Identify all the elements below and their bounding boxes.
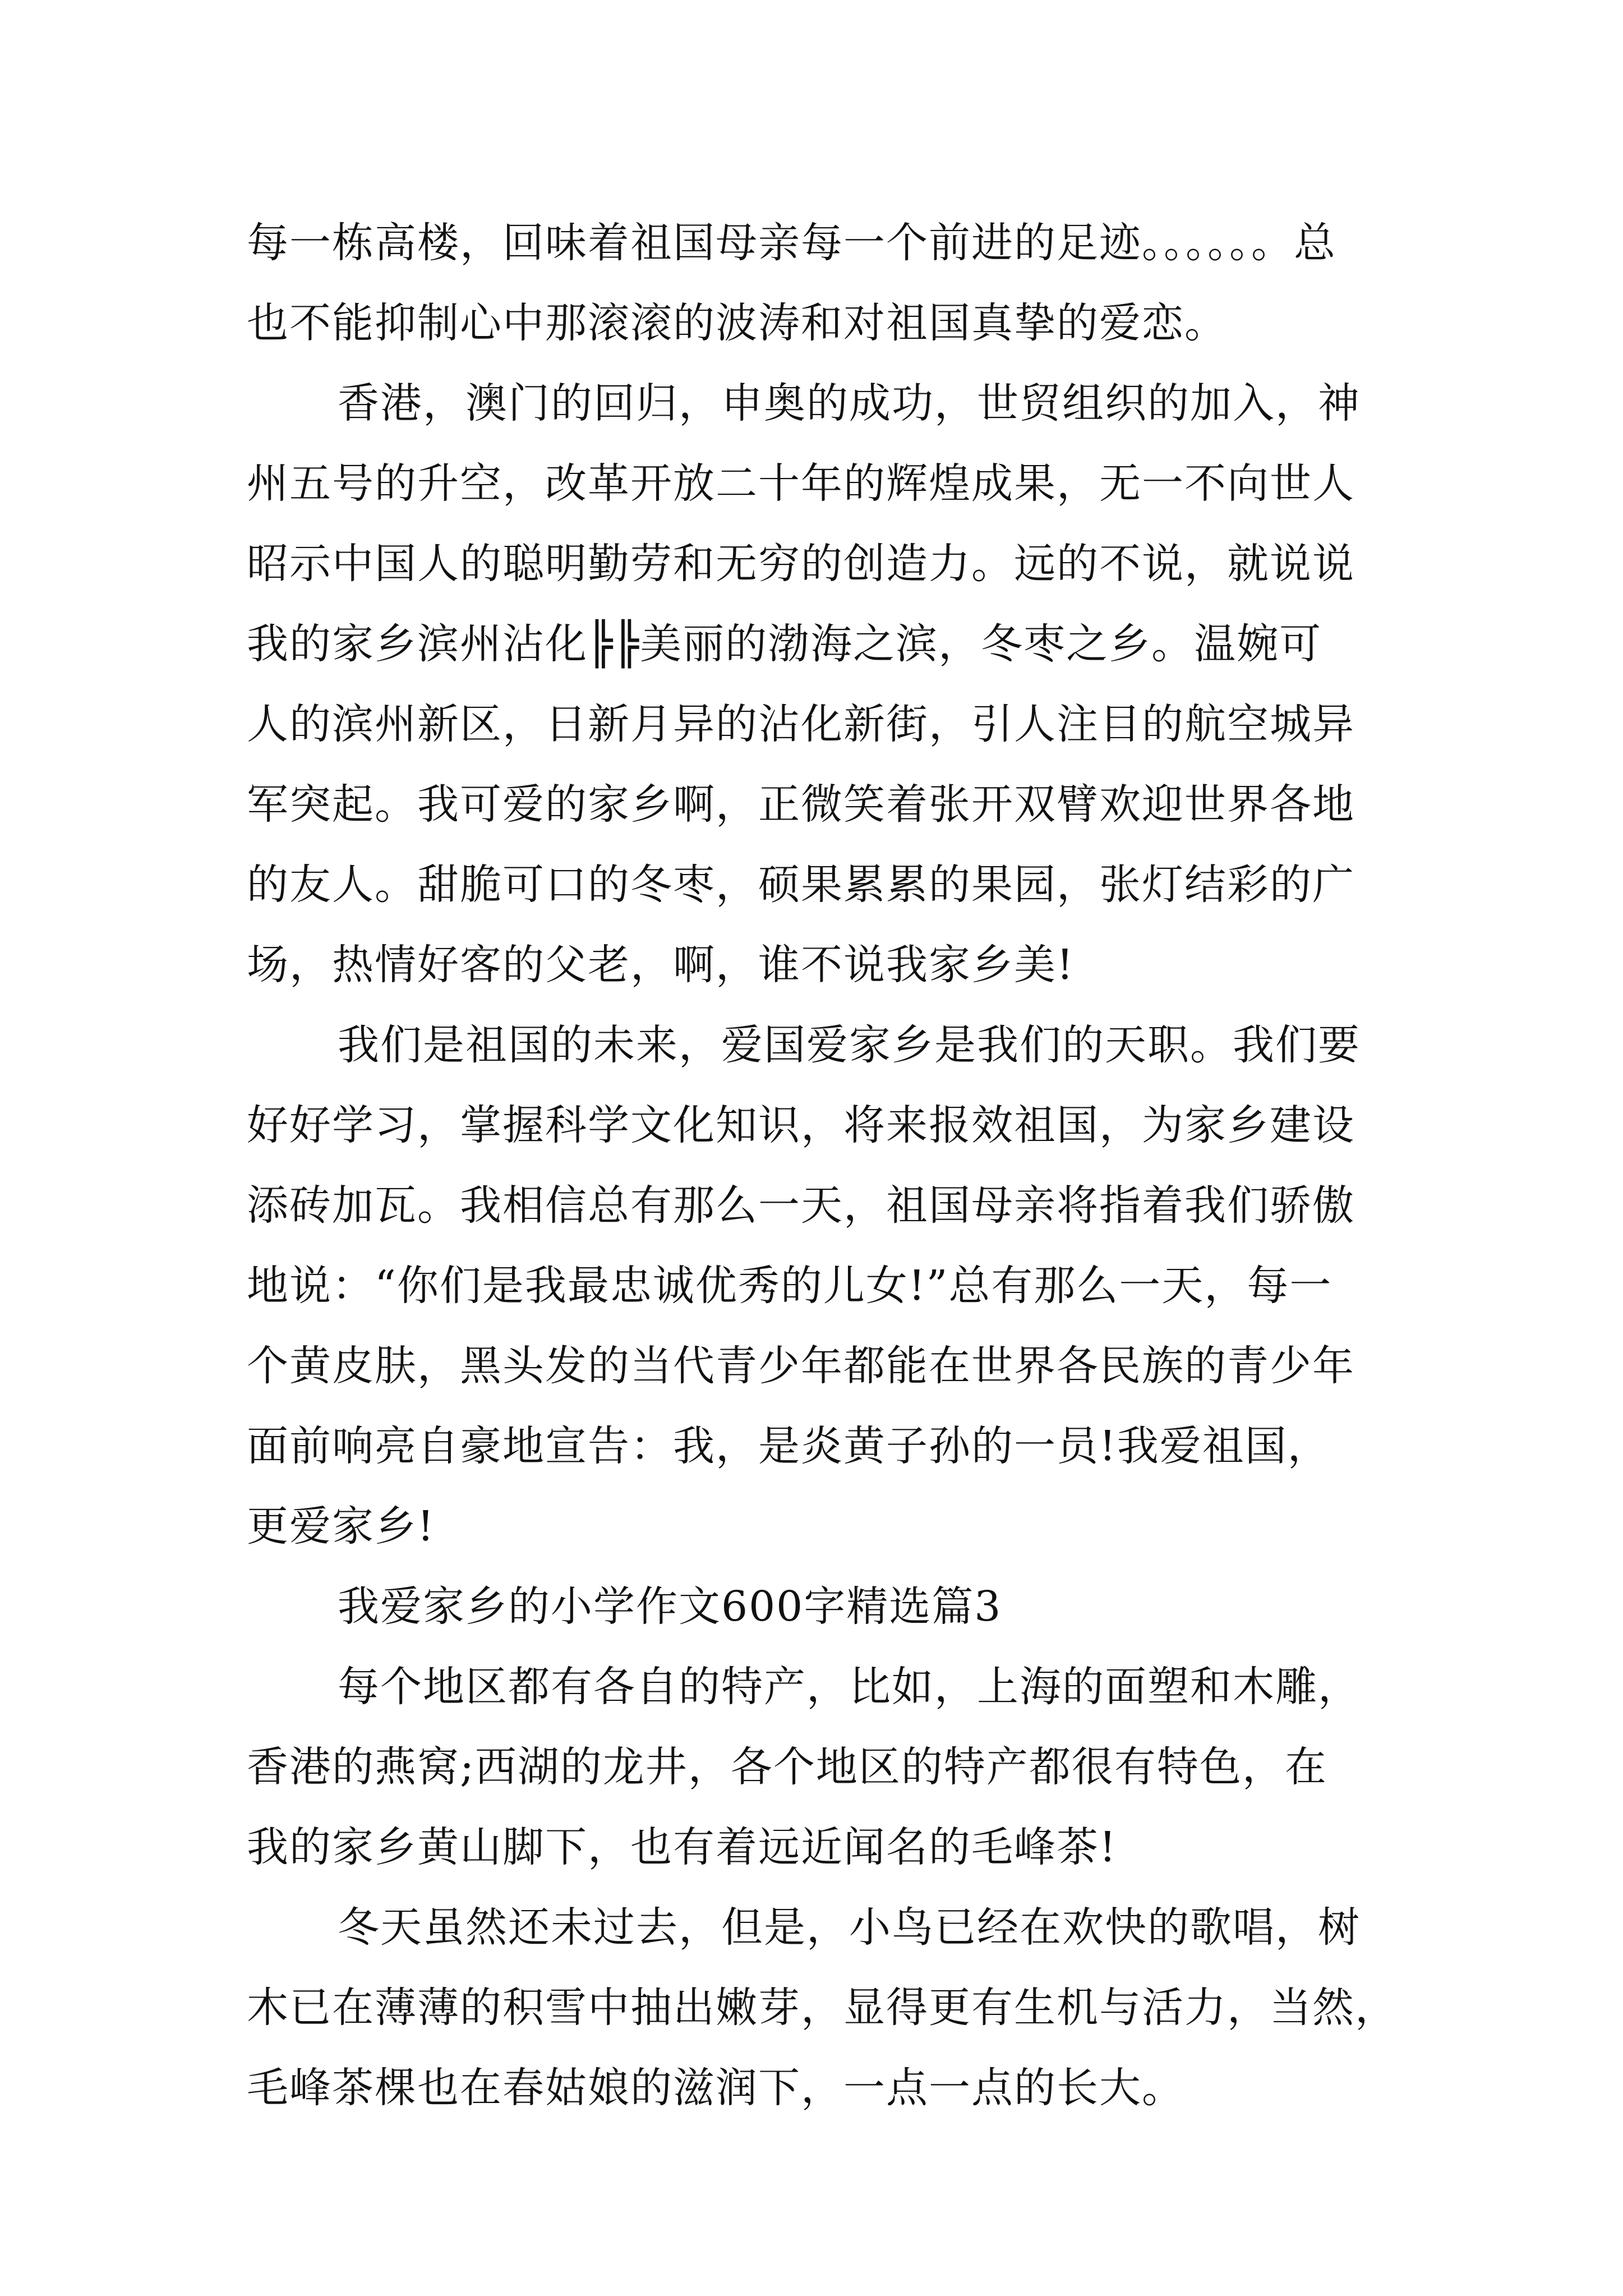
paragraph-start-line: 冬天虽然还未过去，但是，小鸟已经在欢快的歌唱，树 [338,1903,1361,1952]
text-line: 香港的燕窝;西湖的龙井，各个地区的特产都很有特色，在 [247,1743,1327,1791]
text-line: 州五号的升空，改革开放二十年的辉煌成果，无一不向世人 [247,459,1355,508]
text-line: 人的滨州新区，日新月异的沾化新街，引人注目的航空城异 [247,700,1355,748]
text-line: 也不能抑制心中那滚滚的波涛和对祖国真挚的爱恋。 [247,299,1227,347]
section-heading: 我爱家乡的小学作文600字精选篇3 [338,1582,1002,1631]
text-line: 面前响亮自豪地宣告：我，是炎黄子孙的一员!我爱祖国， [247,1422,1330,1470]
text-line: 的友人。甜脆可口的冬枣，硕果累累的果园，张灯结彩的广 [247,861,1355,909]
paragraph-start-line: 每个地区都有各自的特产，比如，上海的面塑和木雕， [338,1663,1361,1711]
text-line: 我的家乡黄山脚下，也有着远近闻名的毛峰茶! [247,1823,1117,1871]
text-line: 军突起。我可爱的家乡啊，正微笑着张开双臂欢迎世界各地 [247,780,1355,829]
text-line: 每一栋高楼，回味着祖国母亲每一个前进的足迹。。。。。。总 [247,219,1336,267]
text-line: 木已在薄薄的积雪中抽出嫩芽，显得更有生机与活力，当然， [247,1984,1398,2032]
text-line: 毛峰茶棵也在春姑娘的滋润下，一点一点的长大。 [247,2064,1184,2112]
paragraph-start-line: 我们是祖国的未来，爱国爱家乡是我们的天职。我们要 [338,1021,1361,1069]
text-line: 地说：“你们是我最忠诚优秀的儿女!”总有那么一天，每一 [247,1262,1332,1310]
text-line: 添砖加瓦。我相信总有那么一天，祖国母亲将指着我们骄傲 [247,1181,1355,1230]
text-line: 更爱家乡! [247,1502,435,1550]
text-line: 昭示中国人的聪明勤劳和无穷的创造力。远的不说，就说说 [247,540,1355,588]
document-body [247,203,1398,2128]
text-line: 我的家乡滨州沾化╠╠美丽的渤海之滨，冬枣之乡。温婉可 [247,620,1322,668]
text-line: 个黄皮肤，黑头发的当代青少年都能在世界各民族的青少年 [247,1342,1355,1390]
paragraph-start-line: 香港，澳门的回归，申奥的成功，世贸组织的加入，神 [338,379,1361,427]
text-line: 好好学习，掌握科学文化知识，将来报效祖国，为家乡建设 [247,1101,1355,1149]
text-line: 场，热情好客的父老，啊，谁不说我家乡美! [247,941,1075,989]
